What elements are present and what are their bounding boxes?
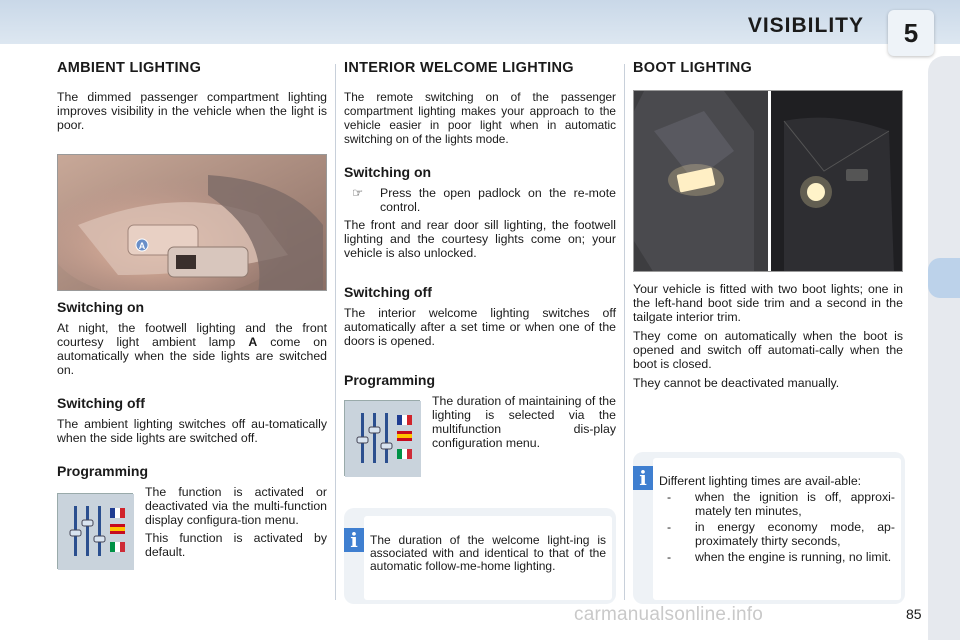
interior-welcome-column <box>344 60 616 474</box>
list-item: - when the engine is running, no limit. <box>667 550 892 564</box>
boot-info-content <box>653 458 901 600</box>
welcome-programming-text: The duration of maintaining of the lighting is selected via the multifunction dis-play configuration menu. <box>432 394 616 450</box>
page-title: VISIBILITY <box>747 14 864 37</box>
boot-info-list <box>659 490 895 564</box>
ambient-lighting-intro: The dimmed passenger compartment lighting improves visibility in the vehicle when the light is poor. <box>57 90 327 132</box>
ambient-switching-on-title: Switching on <box>57 299 145 315</box>
ambient-lighting-heading: AMBIENT LIGHTING <box>57 60 202 76</box>
interior-welcome-intro: The remote switching on of the passenger compartment lighting makes your approach to the vehicle easier in poor light when in automatic switching on of the lights mode. <box>344 90 616 146</box>
ambient-programming-text: The function is activated or deactivated via the multi-function display configura-tion menu. <box>145 485 327 527</box>
list-item: - when the ignition is off, approxi-mately ten minutes, <box>667 490 895 518</box>
watermark: carmanualsonline.info <box>574 604 764 625</box>
chapter-tab <box>888 10 934 56</box>
side-thumb-strip <box>928 56 960 640</box>
welcome-switching-on-steps <box>344 186 616 214</box>
boot-lighting-text-1: Your vehicle is fitted with two boot lights; one in the left-hand boot side trim and a second in the tailgate interior trim. <box>633 282 903 324</box>
info-icon: i <box>633 466 653 490</box>
chapter-number: 5 <box>903 18 919 48</box>
ambient-switching-off-title: Switching off <box>57 395 145 411</box>
welcome-switching-off-title: Switching off <box>344 284 432 300</box>
boot-info-box <box>633 452 905 604</box>
boot-lighting-text-3: They cannot be deactivated manually. <box>633 376 840 390</box>
info-icon: i <box>344 528 364 552</box>
welcome-switching-off-text: The interior welcome lighting switches off automatically after a set time or when one of the doors is opened. <box>344 306 616 348</box>
side-thumb-tab <box>928 258 960 298</box>
ambient-programming-default: This function is activated by default. <box>145 531 327 559</box>
welcome-switching-on-title: Switching on <box>344 164 432 180</box>
ambient-programming-title: Programming <box>57 463 149 479</box>
hand-pointer-icon: ☞ <box>352 186 364 200</box>
welcome-info-box <box>344 508 616 604</box>
ambient-lighting-column <box>57 60 327 565</box>
column-divider <box>335 64 336 600</box>
ambient-switching-on-text: At night, the footwell lighting and the front courtesy light ambient lamp A come on automatically when the side lights are switched on. <box>57 321 327 377</box>
boot-lighting-text-2: They come on automatically when the boot is opened and switch off automati-cally when the boot is closed. <box>633 329 903 371</box>
column-divider <box>624 64 625 600</box>
page-number: 85 <box>906 606 922 622</box>
ambient-lamp-photo <box>57 154 327 291</box>
welcome-info-content <box>364 516 612 600</box>
boot-lighting-heading: BOOT LIGHTING <box>633 60 753 76</box>
boot-lighting-column <box>633 60 903 390</box>
configuration-menu-icon <box>344 400 420 476</box>
welcome-switching-on-text: The front and rear door sill lighting, the footwell lighting and the courtesy lights come on; your vehicle is also unlocked. <box>344 218 616 260</box>
configuration-menu-icon <box>57 493 133 569</box>
list-item: - in energy economy mode, ap-proximately thirty seconds, <box>667 520 895 548</box>
welcome-info-text: The duration of the welcome light-ing is associated with and identical to that of the automatic follow-me-home lighting. <box>370 533 606 573</box>
ambient-switching-off-text: The ambient lighting switches off au-tomatically when the side lights are switched off. <box>57 417 327 445</box>
interior-welcome-heading: INTERIOR WELCOME LIGHTING <box>344 60 574 76</box>
boot-info-intro: Different lighting times are avail-able: <box>659 474 862 488</box>
list-item: ☞ Press the open padlock on the re-mote control. <box>352 186 616 214</box>
lamp-marker-label: A <box>138 241 146 251</box>
boot-lights-photo <box>633 90 903 272</box>
welcome-programming-title: Programming <box>344 372 436 388</box>
